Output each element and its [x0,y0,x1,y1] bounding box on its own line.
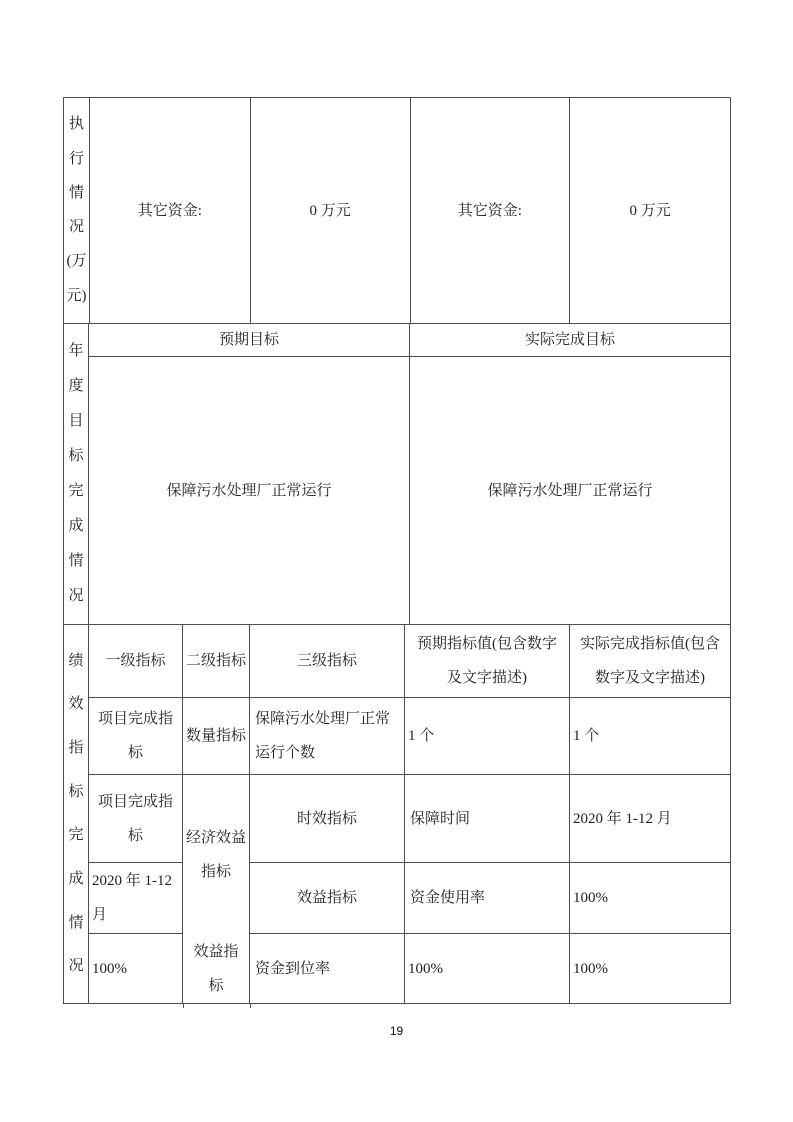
header-level3-indicator: 三级指标 [250,625,405,698]
row4-level3-cell: 资金到位率 [250,934,405,1004]
row3-actual-cell: 100% [89,934,183,1004]
row3-expected-cell: 100% [570,863,731,934]
row3-level1-cell: 效益指标 [250,863,405,934]
vertical-label-char: 元) [66,287,87,304]
row3-level3-cell: 资金使用率 [405,863,570,934]
other-funds-value-actual: 0 万元 [570,98,731,324]
vertical-label-char: 标 [68,448,84,464]
header-level2-indicator: 二级指标 [183,625,250,698]
merged-cell-border-extension-left [183,1003,184,1008]
page-number: 19 [389,1024,404,1038]
row1-level3-cell: 保障污水处理厂正常运行个数 [250,698,405,775]
vertical-label-char: 情 [68,553,84,569]
row1-expected-cell: 1 个 [405,698,570,775]
vertical-label-char: 完 [68,827,84,844]
vertical-label-char: 成 [68,518,84,534]
row4-level1-cell: 效益指标 [183,934,250,1004]
vertical-label-char: 标 [68,783,84,800]
vertical-label-char: 绩 [68,652,84,669]
row2-level1-cell: 项目完成指标 [89,775,183,863]
row2-level3-cell: 保障时间 [405,775,570,863]
other-funds-label-actual: 其它资金: [411,98,571,324]
vertical-label-char: 情 [68,914,84,931]
performance-indicators-section [64,625,731,1004]
vertical-label-char: 情 [68,184,84,201]
other-funds-label-expected: 其它资金: [90,98,251,324]
expected-goal-value: 保障污水处理厂正常运行 [89,357,410,625]
row2-expected-cell: 2020 年 1-12 月 [570,775,731,863]
economic-benefit-merged-cell: 经济效益指标 [183,775,250,934]
row4-actual-cell: 100% [570,934,731,1004]
row2-level2-cell: 时效指标 [250,775,405,863]
header-actual-value: 实际完成指标值(包含数字及文字描述) [570,625,731,698]
row1-level1-cell: 项目完成指标 [89,698,183,775]
header-expected-value: 预期指标值(包含数字及文字描述) [405,625,570,698]
performance-report-table [63,97,731,1004]
annual-goal-section [64,324,731,625]
vertical-label-char: 成 [68,870,84,887]
vertical-label-char: (万 [66,253,87,270]
vertical-label-char: 完 [68,483,84,499]
execution-section-vertical-label [64,98,90,324]
indicators-grid [89,625,731,1004]
performance-section-vertical-label [64,625,89,1004]
vertical-label-char: 指 [68,739,84,756]
row2-actual-cell: 2020 年 1-12 月 [89,863,183,934]
vertical-label-char: 行 [68,150,84,167]
actual-goal-header: 实际完成目标 [410,324,731,357]
vertical-label-char: 况 [68,588,84,604]
vertical-label-char: 年 [68,343,84,359]
header-level1-indicator: 一级指标 [89,625,183,698]
annual-goal-vertical-label [64,324,89,625]
row4-expected-cell: 100% [405,934,570,1004]
vertical-label-char: 效 [68,696,84,713]
vertical-label-char: 执 [68,116,84,133]
vertical-label-char: 目 [68,413,84,429]
other-funds-value-expected: 0 万元 [251,98,411,324]
execution-status-section [64,98,731,324]
row1-level2-cell: 数量指标 [183,698,250,775]
row1-actual-cell: 1 个 [570,698,731,775]
annual-goal-content [89,324,731,625]
vertical-label-char: 度 [68,378,84,394]
vertical-label-char: 况 [68,958,84,975]
actual-goal-value: 保障污水处理厂正常运行 [410,357,731,625]
merged-cell-border-extension-right [250,1003,251,1008]
vertical-label-char: 况 [68,219,84,236]
expected-goal-header: 预期目标 [89,324,410,357]
